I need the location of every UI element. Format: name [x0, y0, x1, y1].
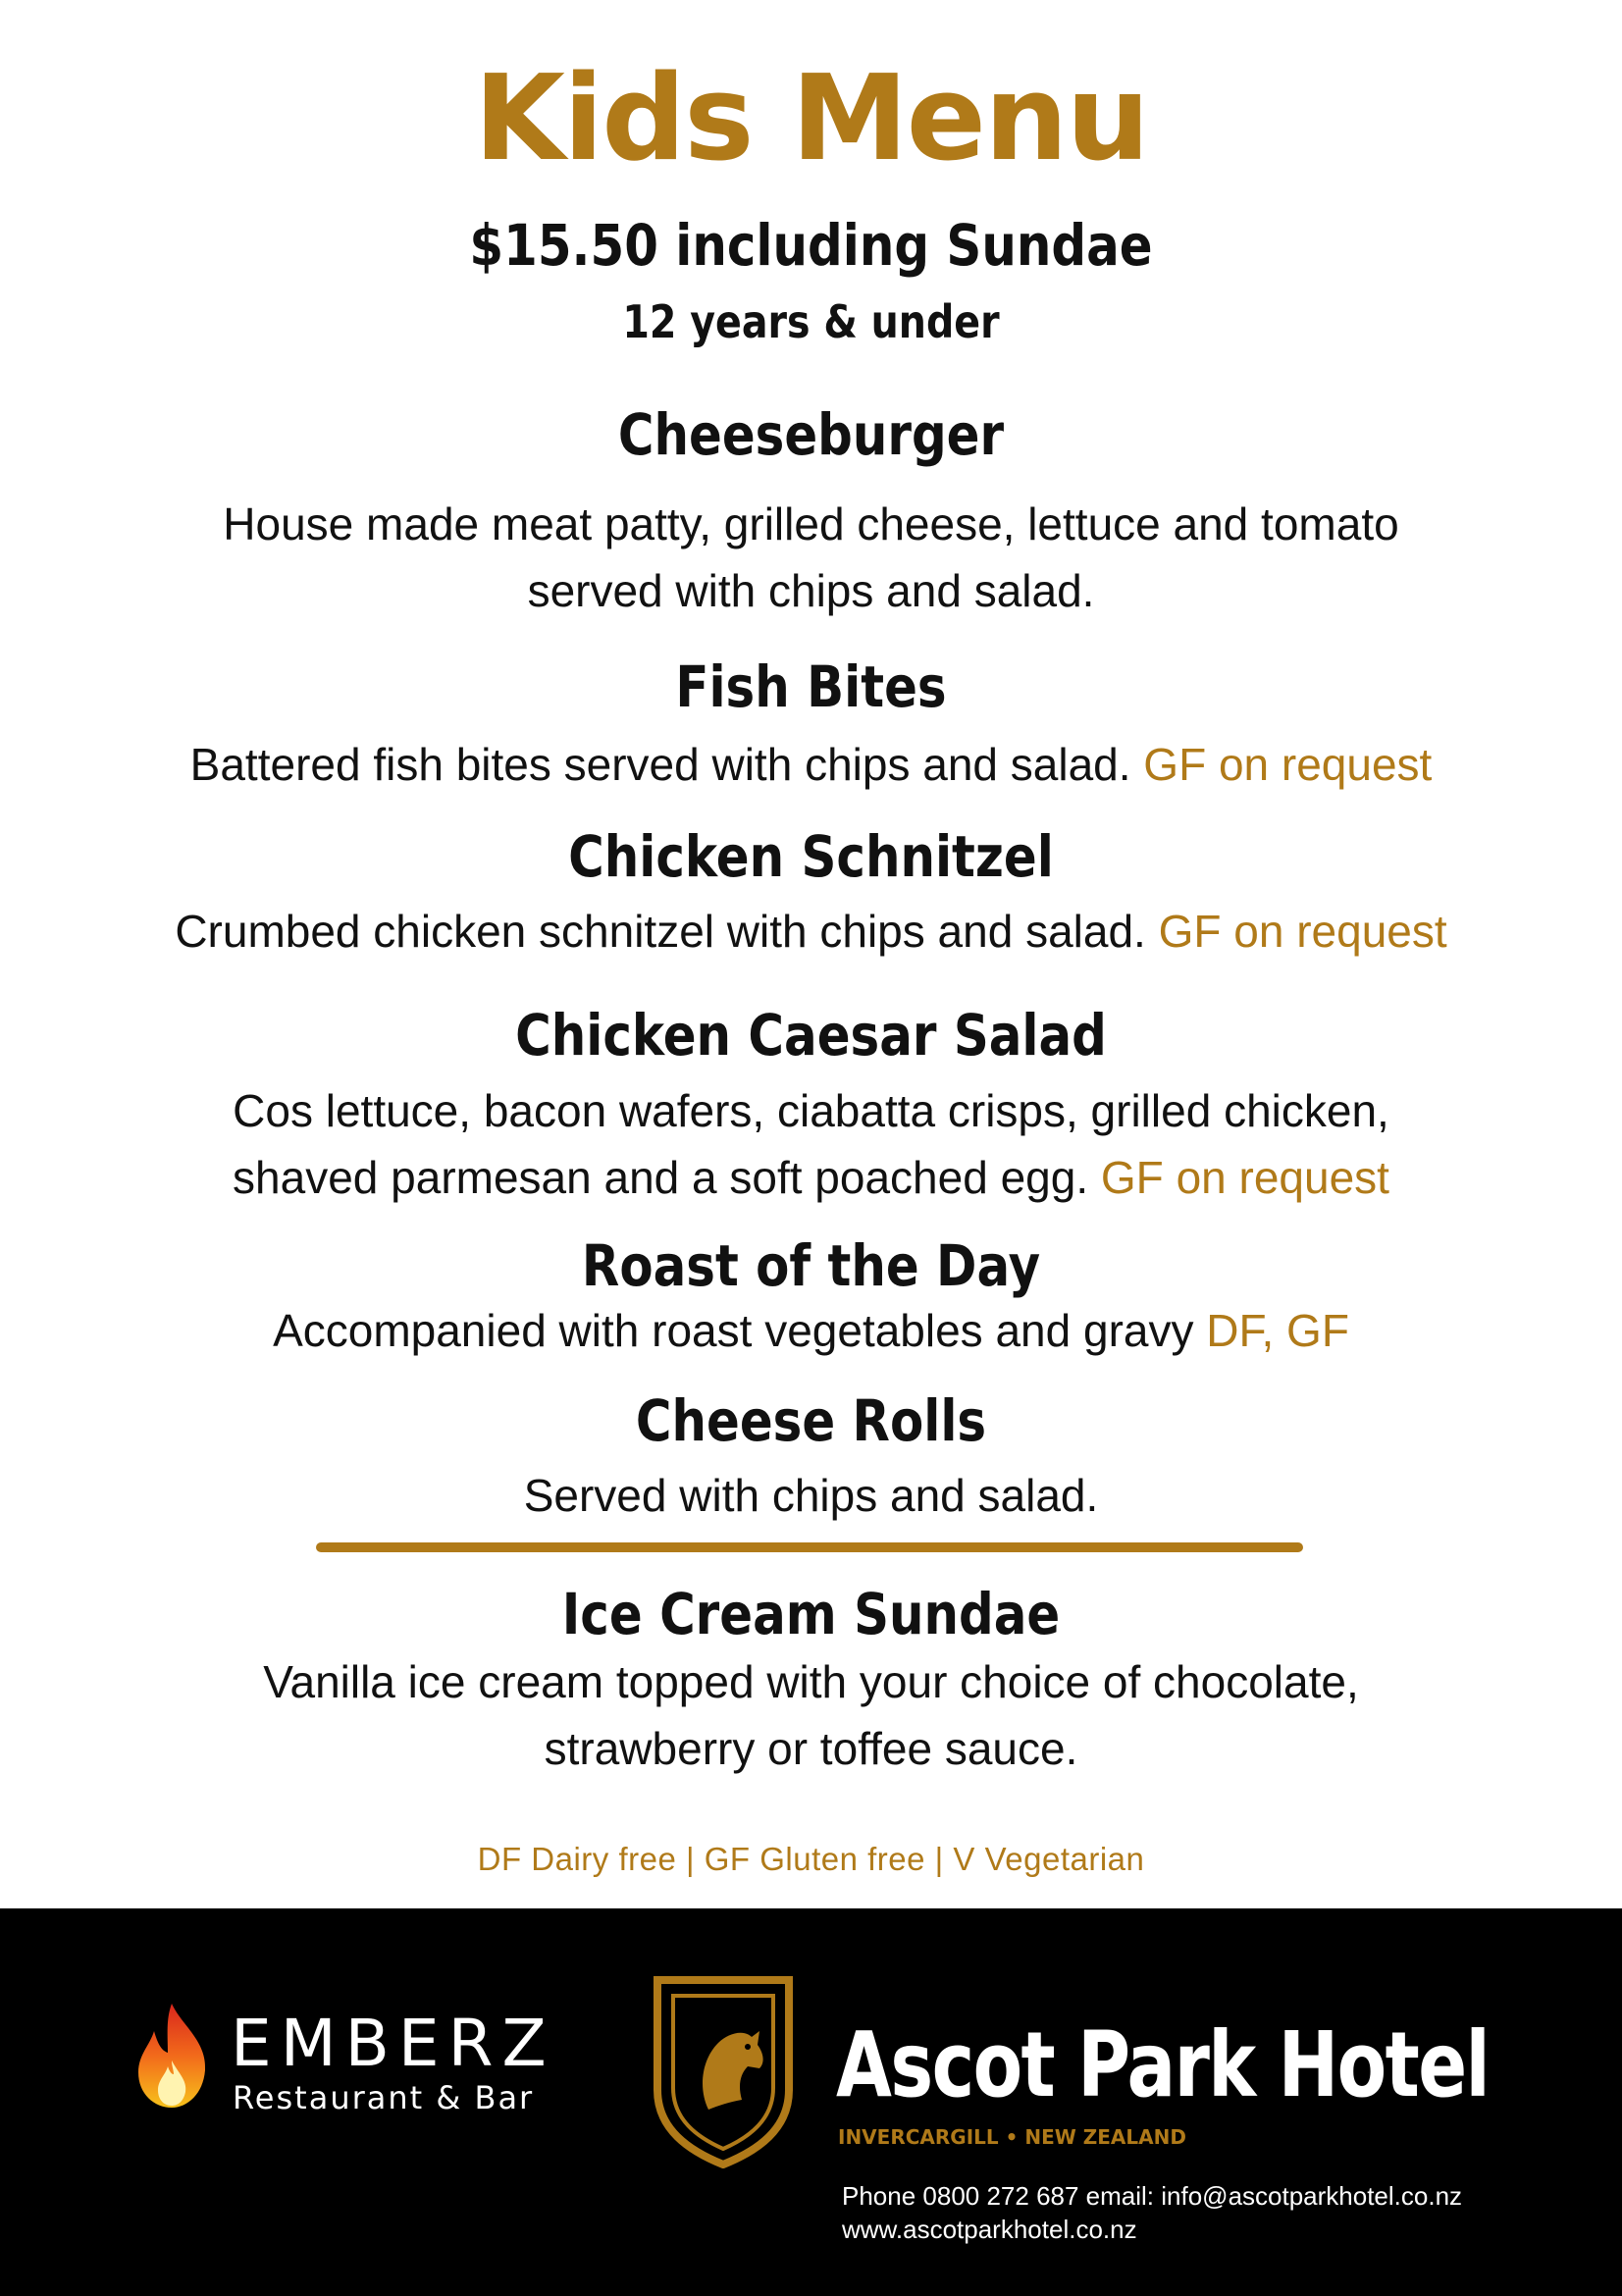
- gf-tag: GF on request: [1143, 739, 1433, 790]
- contact-website: www.ascotparkhotel.co.nz: [842, 2215, 1137, 2244]
- item-roast-name: Roast of the Day: [581, 1232, 1041, 1299]
- item-cheeseburger-name: Cheeseburger: [617, 401, 1005, 468]
- flame-icon: [132, 2002, 213, 2110]
- df-gf-tag: DF, GF: [1206, 1305, 1349, 1356]
- emberz-name: EMBERZ: [231, 2006, 555, 2081]
- dietary-legend: DF Dairy free | GF Gluten free | V Vegetarian: [477, 1841, 1145, 1877]
- item-cheeseburger-desc-1: House made meat patty, grilled cheese, lettuce and tomato: [223, 498, 1399, 549]
- contact-phone-email: Phone 0800 272 687 email: info@ascotparkhotel.co.nz: [842, 2181, 1463, 2211]
- emberz-subtitle: Restaurant & Bar: [233, 2079, 535, 2116]
- menu-title: Kids Menu: [474, 51, 1148, 187]
- gf-tag: GF on request: [1158, 906, 1447, 957]
- emberz-logo: [132, 2002, 555, 2119]
- item-cheese-rolls-desc: Served with chips and salad.: [523, 1470, 1099, 1521]
- section-divider: [316, 1542, 1303, 1552]
- dessert-desc-1: Vanilla ice cream topped with your choice of chocolate,: [263, 1656, 1359, 1707]
- item-cheeseburger-desc-2: served with chips and salad.: [527, 565, 1095, 616]
- item-chicken-schnitzel-desc: Crumbed chicken schnitzel with chips and salad. GF on request: [175, 906, 1447, 957]
- item-fish-bites-desc: Battered fish bites served with chips and salad. GF on request: [189, 739, 1433, 790]
- item-chicken-schnitzel-name: Chicken Schnitzel: [568, 823, 1054, 890]
- hotel-name: Ascot Park Hotel: [836, 2012, 1490, 2117]
- menu-price: $15.50 including Sundae: [469, 212, 1153, 279]
- item-chicken-caesar-name: Chicken Caesar Salad: [515, 1002, 1107, 1069]
- item-cheese-rolls-name: Cheese Rolls: [635, 1387, 987, 1454]
- hotel-location: INVERCARGILL • NEW ZEALAND: [838, 2125, 1186, 2149]
- horse-crest-icon: [650, 1972, 797, 2168]
- item-fish-bites-name: Fish Bites: [675, 653, 947, 720]
- age-note: 12 years & under: [622, 295, 1000, 348]
- gf-tag: GF on request: [1100, 1152, 1389, 1203]
- dessert-desc-2: strawberry or toffee sauce.: [544, 1723, 1078, 1774]
- dessert-name: Ice Cream Sundae: [561, 1581, 1061, 1647]
- item-chicken-caesar-desc-1: Cos lettuce, bacon wafers, ciabatta crisps, grilled chicken,: [233, 1085, 1389, 1136]
- item-chicken-caesar-desc-2: shaved parmesan and a soft poached egg. GF on request: [233, 1152, 1389, 1203]
- item-roast-desc: Accompanied with roast vegetables and gravy DF, GF: [273, 1305, 1349, 1356]
